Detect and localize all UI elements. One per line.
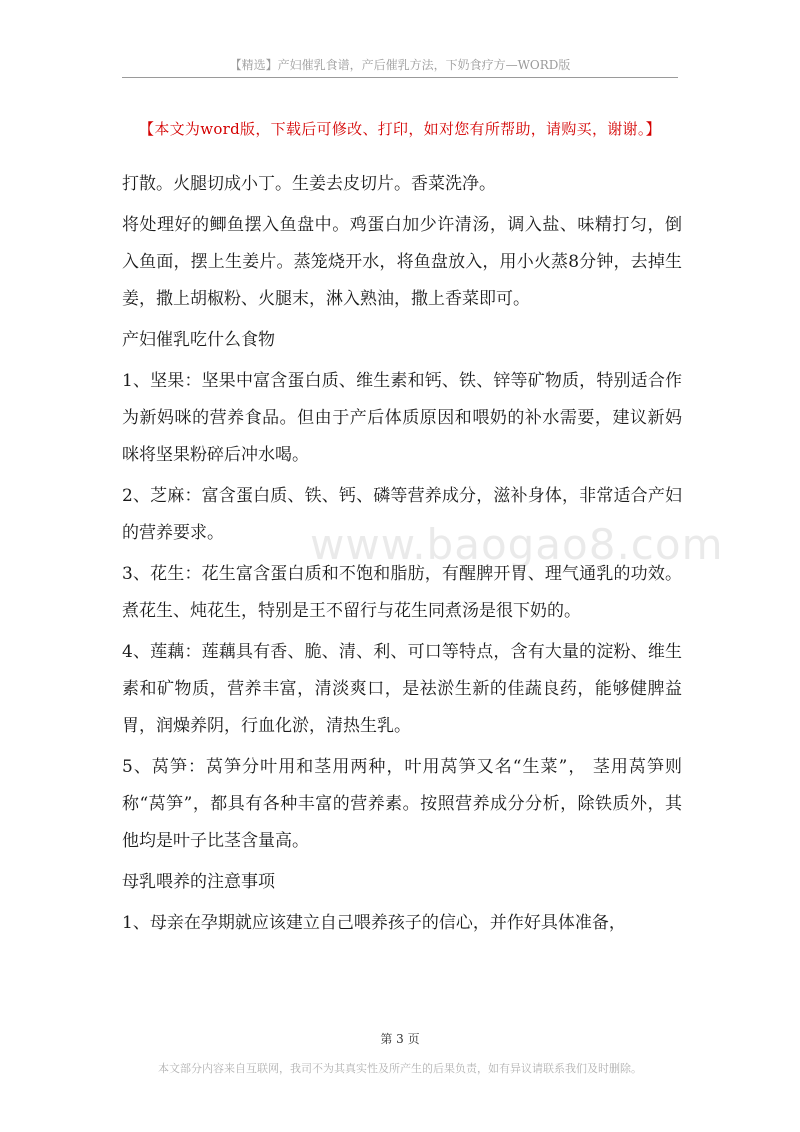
download-notice: 【本文为word版，下载后可修改、打印，如对您有所帮助，请购买，谢谢。】 xyxy=(139,120,661,138)
list-item: 2、芝麻：富含蛋白质、铁、钙、磷等营养成分，滋补身体，非常适合产妇的营养要求。 xyxy=(122,486,682,543)
watermark: www.baogao8.com xyxy=(310,520,724,569)
page-number: 第 3 页 xyxy=(380,1032,420,1046)
paragraph: 打散。火腿切成小丁。生姜去皮切片。香菜洗净。 xyxy=(122,174,496,194)
list-item: 3、花生：花生富含蛋白质和不饱和脂肪，有醒脾开胃、理气通乳的功效。煮花生、炖花生，特别是王不留行与花生同煮汤是很下奶的。 xyxy=(122,564,682,621)
page-header: 【精选】产妇催乳食谱，产后催乳方法，下奶食疗方—WORD版 xyxy=(229,58,571,72)
document-body xyxy=(122,166,682,946)
paragraph: 将处理好的鲫鱼摆入鱼盘中。鸡蛋白加少许清汤，调入盐、味精打匀，倒入鱼面，摆上生姜片。蒸笼烧开水，将鱼盘放入，用小火蒸8分钟，去掉生姜，撒上胡椒粉、火腿末，淋入熟油，撒上香菜即可。 xyxy=(122,215,682,309)
list-item: 5、莴笋：莴笋分叶用和茎用两种，叶用莴笋又名“生菜”， 茎用莴笋则称“莴笋”，都具有各种丰富的营养素。按照营养成分分析，除铁质外，其他均是叶子比茎含量高。 xyxy=(122,757,682,851)
page-footer: 本文部分内容来自互联网，我司不为其真实性及所产生的后果负责，如有异议请联系我们及时删除。 xyxy=(158,1062,642,1075)
list-item: 1、坚果：坚果中富含蛋白质、维生素和钙、铁、锌等矿物质，特别适合作为新妈咪的营养食品。但由于产后体质原因和喂奶的补水需要，建议新妈咪将坚果粉碎后冲水喝。 xyxy=(122,371,682,465)
section-heading: 母乳喂养的注意事项 xyxy=(122,872,275,892)
list-item: 4、莲藕：莲藕具有香、脆、清、利、可口等特点，含有大量的淀粉、维生素和矿物质，营养丰富，清淡爽口，是祛淤生新的佳蔬良药，能够健脾益胃，润燥养阴，行血化淤，清热生乳。 xyxy=(122,642,682,736)
header-divider xyxy=(122,77,678,78)
section-heading: 产妇催乳吃什么食物 xyxy=(122,330,275,350)
list-item: 1、母亲在孕期就应该建立自己喂养孩子的信心，并作好具体准备， xyxy=(122,913,626,933)
